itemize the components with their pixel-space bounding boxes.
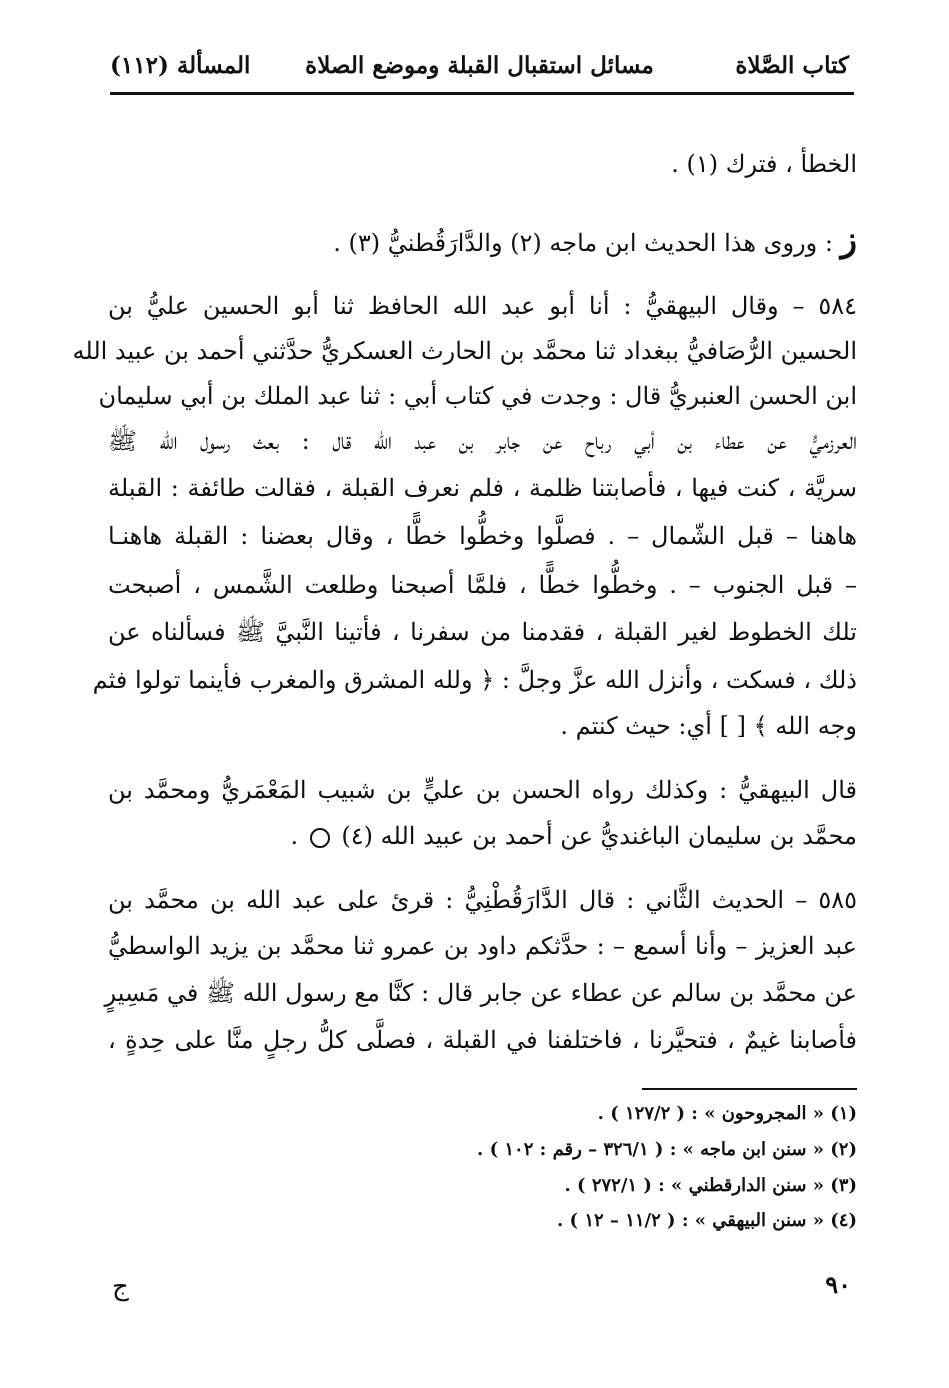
signature-mark: ج [112,1272,129,1302]
hadith-584-line: – قبل الجنوب – . وخطُّوا خطًّا ، فلمَّا أصبحنا وطلعت الشَّمس ، أصبحت [108,571,858,599]
bayhaqi-line: قال البيهقيُّ : وكذلك رواه الحسن بن عليٍّ بن شبيب المَعْمَريُّ ومحمَّد بن [108,776,857,804]
footnote-rule [642,1088,857,1090]
hadith-585-line: فأصابنا غيمٌ ، فتحيَّرنا ، فاختلفنا في القبلة ، فصلَّى كلُّ رجلٍ منَّا على حِدةٍ ، [108,1026,857,1054]
hadith-585-line: ٥٨٥ – الحديث الثَّاني : قال الدَّارَقُطْنِيُّ : قرئ على عبد الله بن محمَّد بن [108,886,857,914]
hadith-584-line: ذلك ، فسكت ، وأنزل الله عزَّ وجلَّ : ﴿ ولله المشرق والمغرب فأينما تولوا فثم [92,666,857,694]
hadith-584-line: العرزميُّ عن عطاء بن أبي رباح عن جابر بن عبد الله قال : بعث رسول الله ﷺ [108,427,857,455]
header-rule [110,92,854,95]
footnote: (١) « المجروحون » : ( ١٢٧/٢ ) . [597,1103,857,1124]
hadith-585-line: عبد العزيز – وأنا أسمع – : حدَّثكم داود بن عمرو ثنا محمَّد بن يزيد الواسطيُّ [108,932,857,960]
zay-line [108,222,857,261]
hadith-584-line: ٥٨٤ – وقال البيهقيُّ : أنا أبو عبد الله الحافظ ثنا أبو الحسين عليُّ بن [108,292,857,320]
hadith-584-line: تلك الخطوط لغير القبلة ، فقدمنا من سفرنا ، فأتينا النَّبيَّ ﷺ فسألناه عن [108,618,857,646]
text-line: الخطأ ، فترك (١) . [671,150,857,178]
footnote: (٣) « سنن الدارقطني » : ( ٢٧٢/١ ) . [564,1175,857,1196]
page-number: ٩٠ [825,1270,851,1299]
footnote: (٤) « سنن البيهقي » : ( ١١/٢ – ١٢ ) . [556,1210,857,1231]
chapter-title: مسائل استقبال القبلة وموضع الصلاة [305,52,654,79]
hadith-584-line: سريَّة ، كنت فيها ، فأصابتنا ظلمة ، فلم نعرف القبلة ، فقالت طائفة : القبلة [108,474,857,502]
running-head [110,52,849,86]
zay-marker: ز [840,220,857,260]
hadith-584-line: الحسين الرُّصَافيُّ ببغداد ثنا محمَّد بن الحارث العسكريُّ حدَّثني أحمد بن عبيد الله [72,337,857,365]
hadith-584-line: هاهنا – قبل الشّمال – . فصلَّوا وخطُّوا خطًّا ، وقال بعضنا : القبلة هاهنـا [108,522,857,550]
hadith-584-line: وجه الله ﴾ [ ] أي: حيث كنتم . [560,712,857,740]
hadith-585-line: عن محمَّد بن سالم عن عطاء عن جابر قال : كنَّا مع رسول الله ﷺ في مَسِيرٍ [104,979,857,1007]
issue-number: المسألة (١١٢) [110,52,251,79]
hadith-584-line: ابن الحسن العنبريُّ قال : وجدت في كتاب أبي : ثنا عبد الملك بن أبي سليمان [98,382,857,410]
zay-text: : وروى هذا الحديث ابن ماجه (٢) والدَّارَقُطنيُّ (٣) . [333,229,833,257]
footnote: (٢) « سنن ابن ماجه » : ( ٣٢٦/١ – رقم : ١٠٢ ) . [477,1139,857,1160]
circle-end-icon [310,828,330,848]
book-title: كتاب الصَّلاة [735,52,849,79]
bayhaqi-line: محمَّد بن سليمان الباغنديُّ عن أحمد بن عبيد الله (٤) . [290,822,857,850]
